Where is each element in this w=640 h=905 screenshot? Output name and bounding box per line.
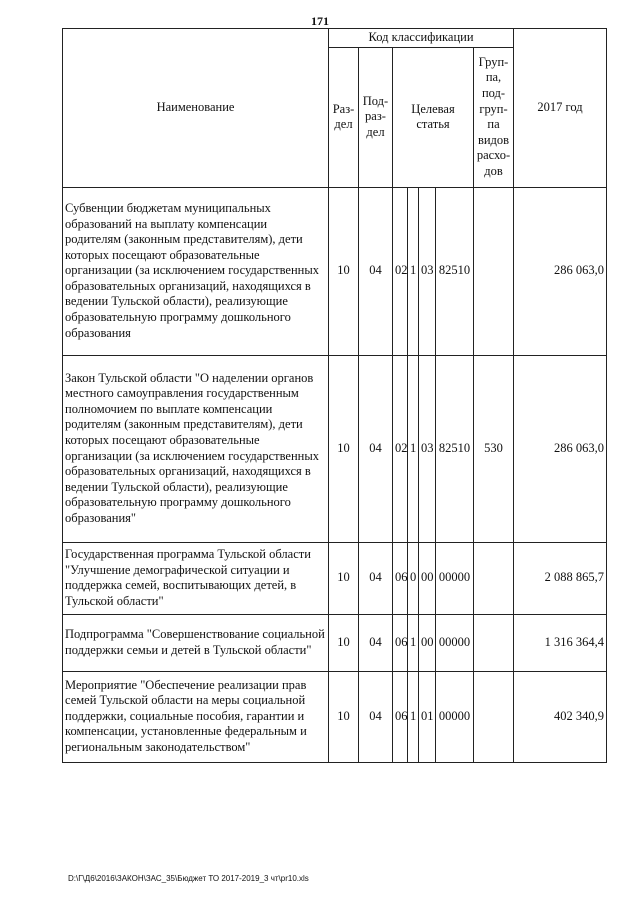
row-subsection: 04 — [359, 355, 393, 542]
row-target-subprogram: 1 — [408, 671, 419, 762]
row-target-direction: 00000 — [436, 542, 474, 614]
header-expense-group: Груп- па, под- груп- па видов расхо- дов — [474, 47, 514, 187]
row-target-program: 06 — [393, 671, 408, 762]
row-target-direction: 00000 — [436, 614, 474, 671]
row-target-event: 01 — [419, 671, 436, 762]
row-target-event: 03 — [419, 187, 436, 355]
row-expense-group — [474, 671, 514, 762]
row-target-subprogram: 1 — [408, 355, 419, 542]
row-target-event: 03 — [419, 355, 436, 542]
row-amount: 2 088 865,7 — [514, 542, 607, 614]
table-row — [63, 355, 607, 542]
row-amount: 402 340,9 — [514, 671, 607, 762]
row-section: 10 — [329, 542, 359, 614]
row-target-subprogram: 1 — [408, 614, 419, 671]
row-target-direction: 00000 — [436, 671, 474, 762]
file-path-footer: D:\Г\Д6\2016\ЗАКОН\ЗАС_35\Бюджет ТО 2017-2019_3 чт\pr10.xls — [68, 874, 309, 883]
row-amount: 1 316 364,4 — [514, 614, 607, 671]
table-header — [63, 29, 607, 188]
header-subsection: Под- раз- дел — [359, 47, 393, 187]
row-target-program: 06 — [393, 542, 408, 614]
row-expense-group — [474, 542, 514, 614]
header-classification-code: Код классификации — [329, 29, 514, 48]
row-name: Закон Тульской области "О наделении органов местного самоуправления государственным полномочием по выплате компенсации родителям (законным представителям), дети которых посещают образовательные организации (за исключением государственных образовательных организаций, находящихся в ведении Тульской области), реализующие образовательную программу дошкольного образования" — [63, 355, 329, 542]
header-year: 2017 год — [514, 29, 607, 188]
row-target-event: 00 — [419, 614, 436, 671]
row-target-direction: 82510 — [436, 187, 474, 355]
budget-table — [62, 28, 607, 763]
row-subsection: 04 — [359, 542, 393, 614]
row-section: 10 — [329, 614, 359, 671]
header-section: Раз- дел — [329, 47, 359, 187]
row-subsection: 04 — [359, 614, 393, 671]
row-target-subprogram: 0 — [408, 542, 419, 614]
row-amount: 286 063,0 — [514, 355, 607, 542]
row-subsection: 04 — [359, 187, 393, 355]
row-name: Государственная программа Тульской области "Улучшение демографической ситуации и поддержка семей, воспитывающих детей, в Тульской области" — [63, 542, 329, 614]
row-target-subprogram: 1 — [408, 187, 419, 355]
row-target-direction: 82510 — [436, 355, 474, 542]
row-target-program: 02 — [393, 355, 408, 542]
page-number: 171 — [311, 14, 329, 28]
row-expense-group — [474, 614, 514, 671]
row-name: Субвенции бюджетам муниципальных образований на выплату компенсации родителям (законным представителям), дети которых посещают образовательные организации (за исключением государственных образовательных организаций, находящихся в ведении Тульской области), реализующие образовательную программу дошкольного образования — [63, 187, 329, 355]
table-body — [63, 187, 607, 762]
table-row — [63, 671, 607, 762]
row-section: 10 — [329, 355, 359, 542]
row-subsection: 04 — [359, 671, 393, 762]
row-name: Подпрограмма "Совершенствование социальной поддержки семьи и детей в Тульской области" — [63, 614, 329, 671]
table-row — [63, 187, 607, 355]
header-target-article: Целевая статья — [393, 47, 474, 187]
row-target-program: 02 — [393, 187, 408, 355]
row-expense-group — [474, 187, 514, 355]
table-row — [63, 542, 607, 614]
row-target-program: 06 — [393, 614, 408, 671]
row-target-event: 00 — [419, 542, 436, 614]
row-name: Мероприятие "Обеспечение реализации прав семей Тульской области на меры социальной поддержки, социальные пособия, гарантии и компенсации, установленные федеральным и региональным законодательством" — [63, 671, 329, 762]
row-expense-group: 530 — [474, 355, 514, 542]
table-row — [63, 614, 607, 671]
header-name: Наименование — [63, 29, 329, 188]
row-section: 10 — [329, 187, 359, 355]
row-amount: 286 063,0 — [514, 187, 607, 355]
row-section: 10 — [329, 671, 359, 762]
